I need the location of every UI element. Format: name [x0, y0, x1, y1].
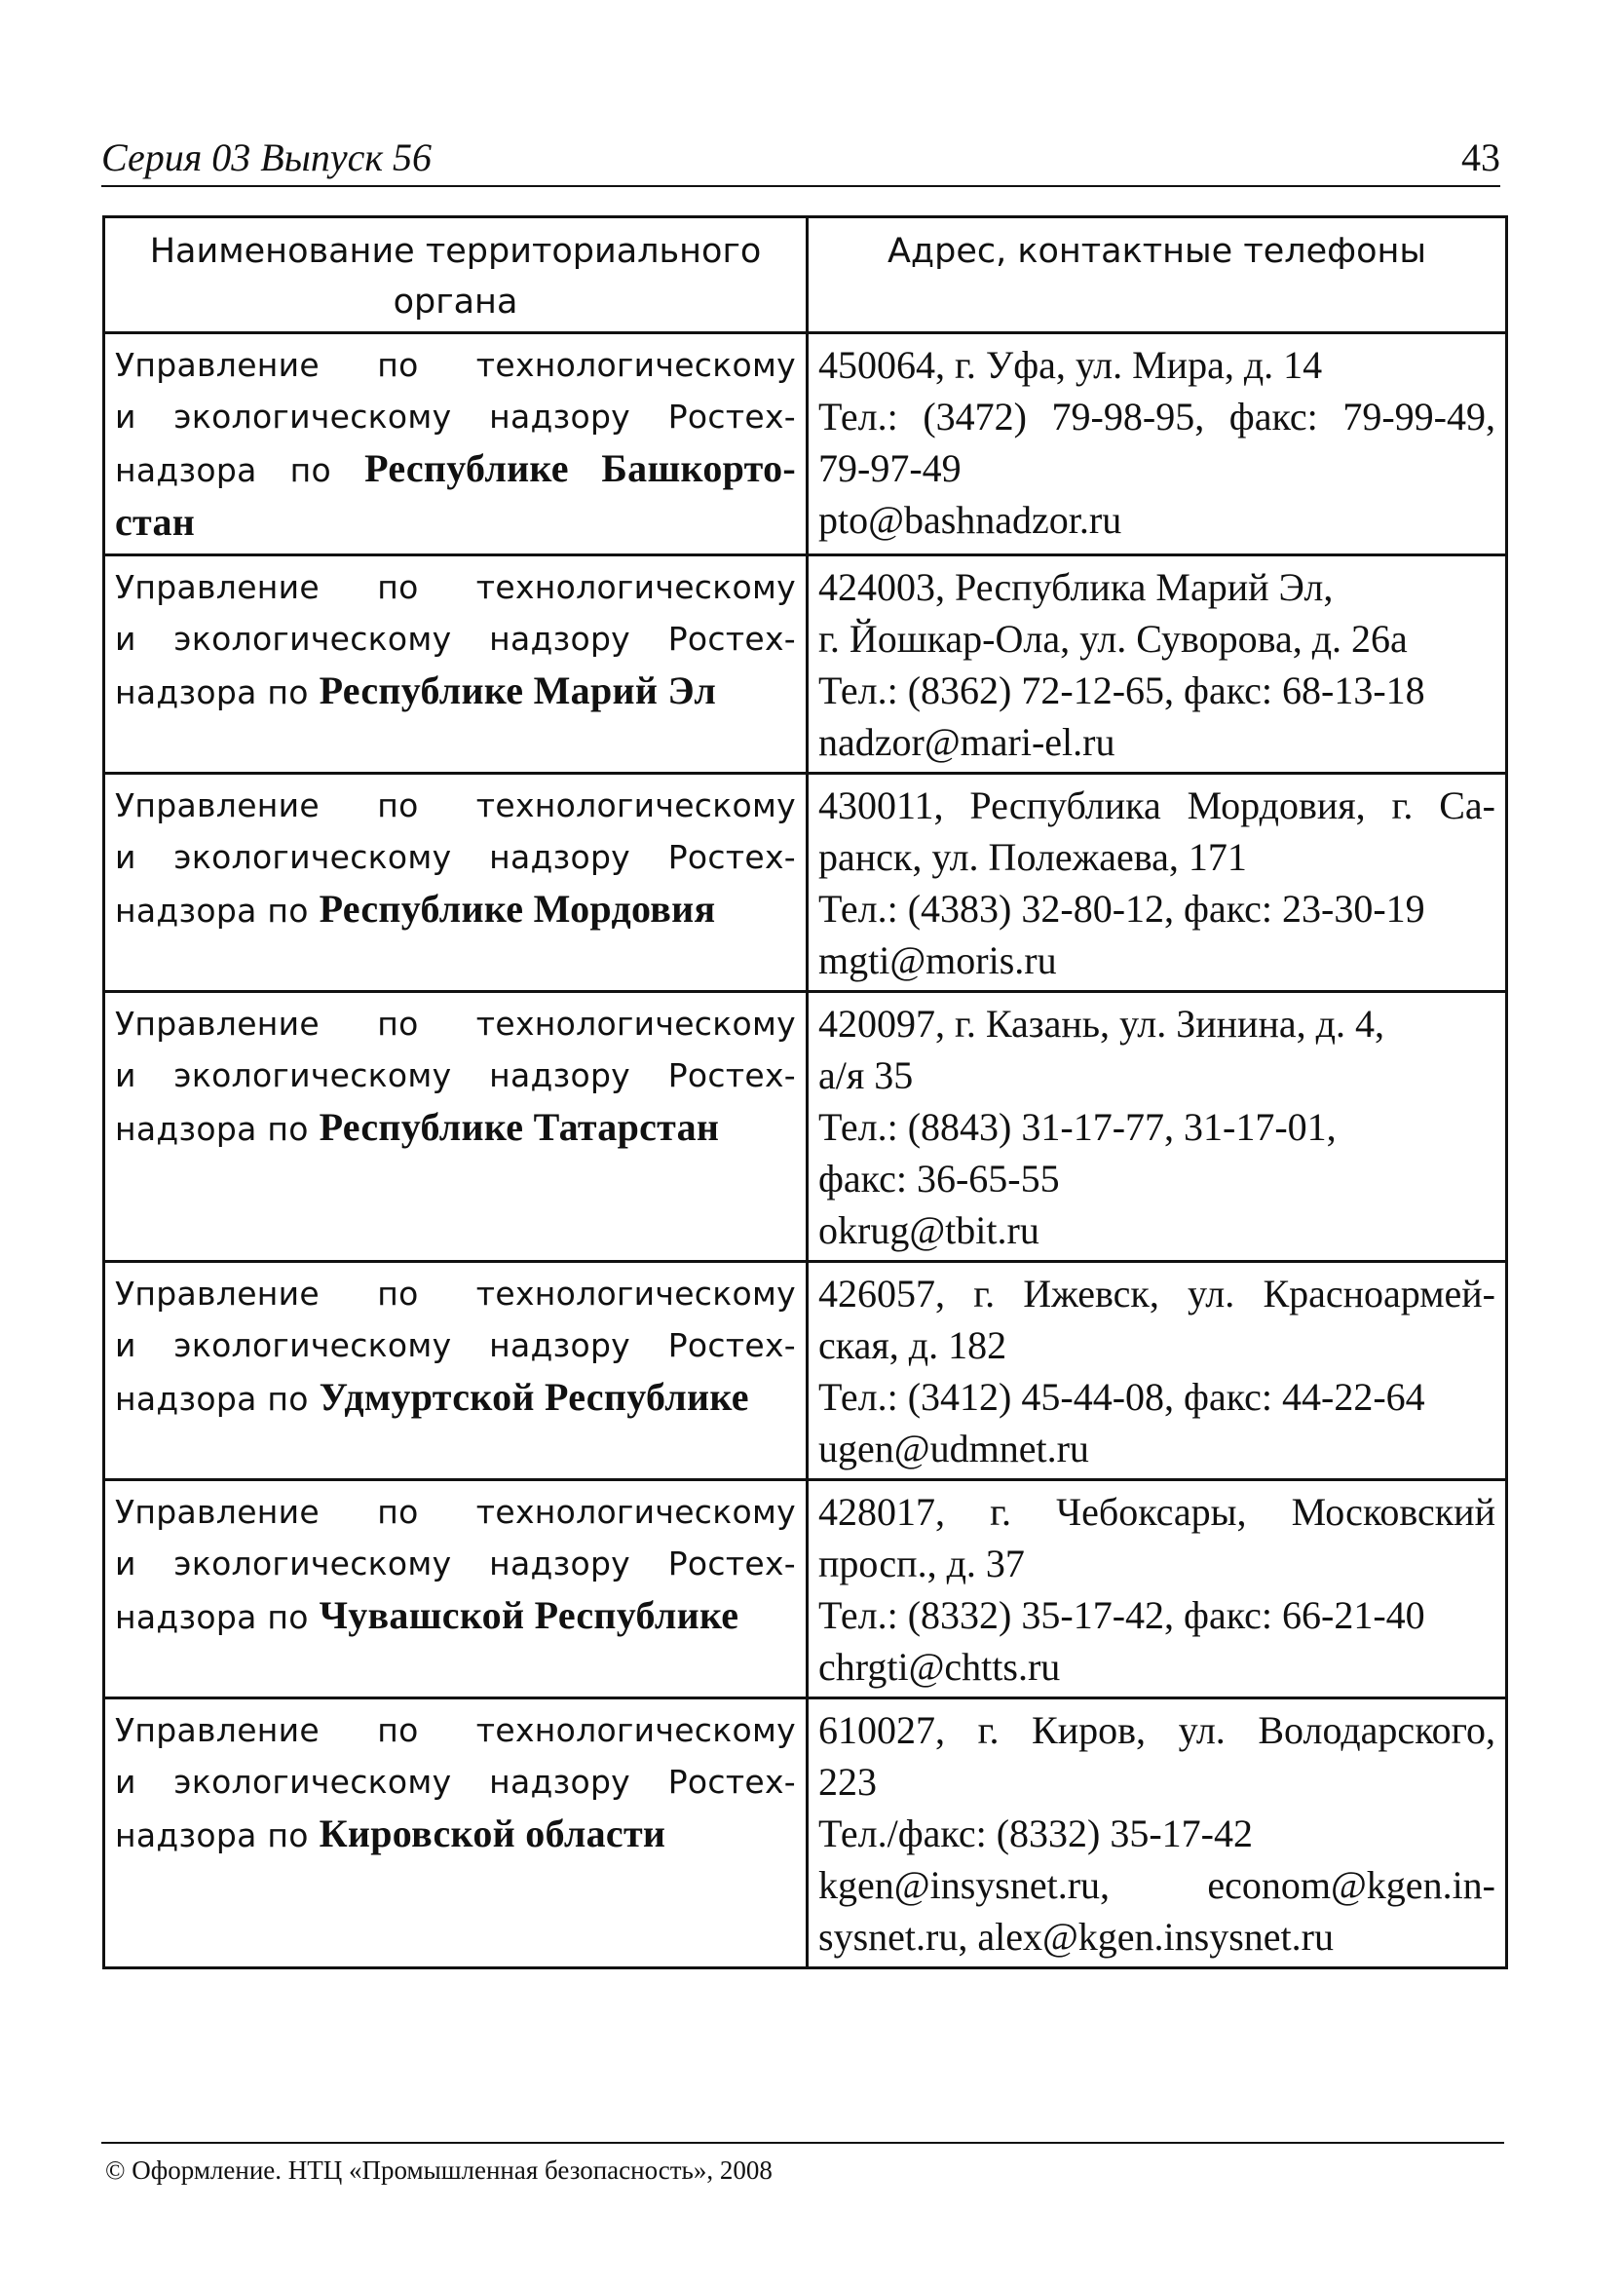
organ-name-line	[115, 1808, 796, 1861]
address-line: 426057, г. Ижевск, ул. Красноармей-	[818, 1272, 1495, 1316]
organ-name-prefix: надзора по	[115, 1110, 309, 1148]
address-line: sysnet.ru, alex@kgen.insysnet.ru	[818, 1915, 1334, 1959]
organ-cell	[104, 774, 808, 992]
organ-name-line	[115, 665, 796, 718]
organ-name-line: Управление по технологическому	[115, 786, 796, 824]
organ-cell	[104, 333, 808, 555]
address-line: а/я 35	[818, 1053, 914, 1097]
copyright-footer: © Оформление. НТЦ «Промышленная безопасность», 2008	[105, 2155, 773, 2185]
organ-name-line	[115, 883, 796, 936]
address-cell	[808, 1262, 1507, 1480]
region-name: Республике Татарстан	[319, 1105, 720, 1149]
table-row	[104, 333, 1507, 555]
organ-name-line: Управление по технологическому	[115, 1275, 796, 1313]
address-line: ранск, ул. Полежаева, 171	[818, 835, 1247, 879]
organ-name-line: и экологическому надзору Ростех-	[115, 620, 796, 658]
table-row	[104, 555, 1507, 774]
address-line: 428017, г. Чебоксары, Московский	[818, 1490, 1495, 1534]
territorial-bodies-table	[102, 215, 1508, 1969]
address-line: pto@bashnadzor.ru	[818, 498, 1122, 542]
region-name: Республике Марий Эл	[319, 668, 717, 712]
region-name: Удмуртской Республике	[319, 1375, 749, 1419]
table-header-row	[104, 217, 1507, 333]
organ-name-line: Управление по технологическому	[115, 568, 796, 606]
address-line: 420097, г. Казань, ул. Зинина, д. 4,	[818, 1002, 1384, 1046]
address-line: Тел./факс: (8332) 35-17-42	[818, 1811, 1253, 1855]
address-line: 223	[818, 1760, 877, 1804]
address-line: chrgti@chtts.ru	[818, 1645, 1061, 1689]
address-cell	[808, 333, 1507, 555]
table-row	[104, 1480, 1507, 1698]
address-cell	[808, 1698, 1507, 1968]
address-line: 79-97-49	[818, 446, 962, 490]
region-name: Чувашской Республике	[319, 1593, 739, 1637]
address-line: ская, д. 182	[818, 1323, 1007, 1367]
address-line: Тел.: (3472) 79-98-95, факс: 79-99-49,	[818, 395, 1495, 439]
organ-name-line: Управление по технологическому	[115, 346, 796, 384]
organ-cell	[104, 1480, 808, 1698]
organ-name-line	[115, 1589, 796, 1643]
organ-name-prefix: надзора по	[115, 1598, 309, 1636]
address-line: факс: 36-65-55	[818, 1157, 1060, 1201]
address-line: Тел.: (4383) 32-80-12, факс: 23-30-19	[818, 887, 1425, 931]
address-line: okrug@tbit.ru	[818, 1208, 1039, 1252]
region-name: Кировской области	[319, 1811, 666, 1855]
address-line: 610027, г. Киров, ул. Володарского,	[818, 1708, 1495, 1752]
table-row	[104, 1698, 1507, 1968]
page-header	[101, 134, 1500, 187]
organ-name-line: и экологическому надзору Ростех-	[115, 1763, 796, 1801]
address-line: просп., д. 37	[818, 1542, 1025, 1585]
address-line: nadzor@mari-el.ru	[818, 720, 1115, 764]
organ-cell	[104, 1262, 808, 1480]
address-cell	[808, 992, 1507, 1262]
organ-name-line: и экологическому надзору Ростех-	[115, 1056, 796, 1094]
organ-name-prefix: надзора по	[115, 1380, 309, 1418]
address-cell	[808, 774, 1507, 992]
table-row	[104, 992, 1507, 1262]
series-title: Серия 03 Выпуск 56	[101, 135, 433, 179]
address-line: 424003, Республика Марий Эл,	[818, 565, 1334, 609]
table-row	[104, 1262, 1507, 1480]
address-line: Тел.: (8332) 35-17-42, факс: 66-21-40	[818, 1593, 1425, 1637]
table-row	[104, 774, 1507, 992]
organ-name-line: Управление по технологическому	[115, 1493, 796, 1531]
column-header-address: Адрес, контактные телефоны	[808, 217, 1507, 333]
organ-name-line	[115, 1371, 796, 1425]
organ-name-line: Управление по технологическому	[115, 1005, 796, 1043]
region-name: стан	[115, 500, 196, 544]
address-line: Тел.: (8362) 72-12-65, факс: 68-13-18	[818, 668, 1425, 712]
organ-cell	[104, 555, 808, 774]
address-cell	[808, 555, 1507, 774]
address-cell	[808, 1480, 1507, 1698]
organ-name-prefix: надзора по	[115, 451, 332, 489]
column-header-organ: Наименование территориального органа	[104, 217, 808, 333]
organ-name-prefix: надзора по	[115, 892, 309, 930]
organ-name-line: Управление по технологическому	[115, 1711, 796, 1749]
organ-cell	[104, 992, 808, 1262]
organ-name-line: и экологическому надзору Ростех-	[115, 838, 796, 876]
region-name: Республике Мордовия	[319, 887, 716, 931]
organ-name-line: и экологическому надзору Ростех-	[115, 1326, 796, 1364]
page-number: 43	[1461, 135, 1500, 179]
organ-name-line	[115, 442, 796, 496]
address-line: ugen@udmnet.ru	[818, 1427, 1089, 1470]
address-line: Тел.: (8843) 31-17-77, 31-17-01,	[818, 1105, 1337, 1149]
address-line: 430011, Республика Мордовия, г. Са-	[818, 783, 1495, 827]
footer-divider	[101, 2142, 1504, 2144]
organ-name-line	[115, 496, 796, 550]
organ-name-line: и экологическому надзору Ростех-	[115, 398, 796, 436]
address-line: Тел.: (3412) 45-44-08, факс: 44-22-64	[818, 1375, 1425, 1419]
address-line: mgti@moris.ru	[818, 938, 1057, 982]
organ-name-prefix: надзора по	[115, 1816, 309, 1854]
organ-name-line: и экологическому надзору Ростех-	[115, 1544, 796, 1583]
table-body	[104, 333, 1507, 1968]
organ-name-line	[115, 1101, 796, 1155]
organ-cell	[104, 1698, 808, 1968]
address-line: 450064, г. Уфа, ул. Мира, д. 14	[818, 343, 1323, 387]
address-line: г. Йошкар-Ола, ул. Суворова, д. 26а	[818, 617, 1408, 661]
organ-name-prefix: надзора по	[115, 673, 309, 711]
region-name: Республике Башкорто-	[364, 446, 796, 490]
address-line: kgen@insysnet.ru, econom@kgen.in-	[818, 1863, 1495, 1907]
